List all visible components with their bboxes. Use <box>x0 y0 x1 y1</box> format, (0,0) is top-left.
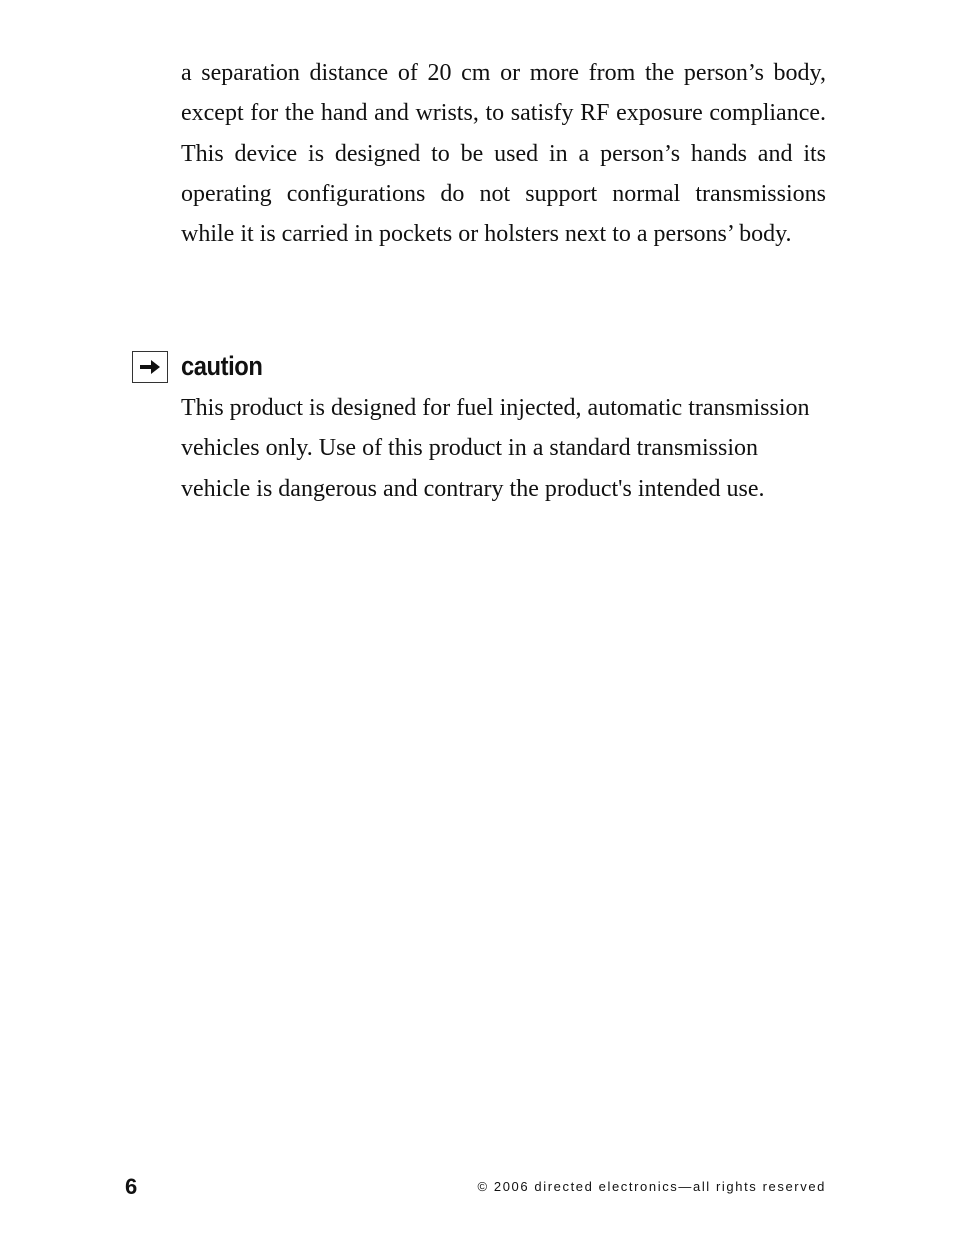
intro-paragraph: a separation distance of 20 cm or more from the person’s body, except for the hand and wrists, to satisfy RF exposure compliance. This device is designed to be used in a person’s hands and its operating configurations do not support normal transmissions while it is carried in pockets or holsters next to a persons’ body. <box>181 60 826 248</box>
right-arrow-icon <box>132 351 168 383</box>
caution-heading: caution <box>181 351 263 381</box>
caution-paragraph: This product is designed for fuel injected, automatic transmission vehicles only. Use of this product in a standard transmission vehicle is dangerous and contrary the product's intended use. <box>181 395 810 502</box>
footer-copyright: © 2006 directed electronics—all rights reserved <box>477 1179 826 1194</box>
page-number: 6 <box>125 1174 138 1199</box>
